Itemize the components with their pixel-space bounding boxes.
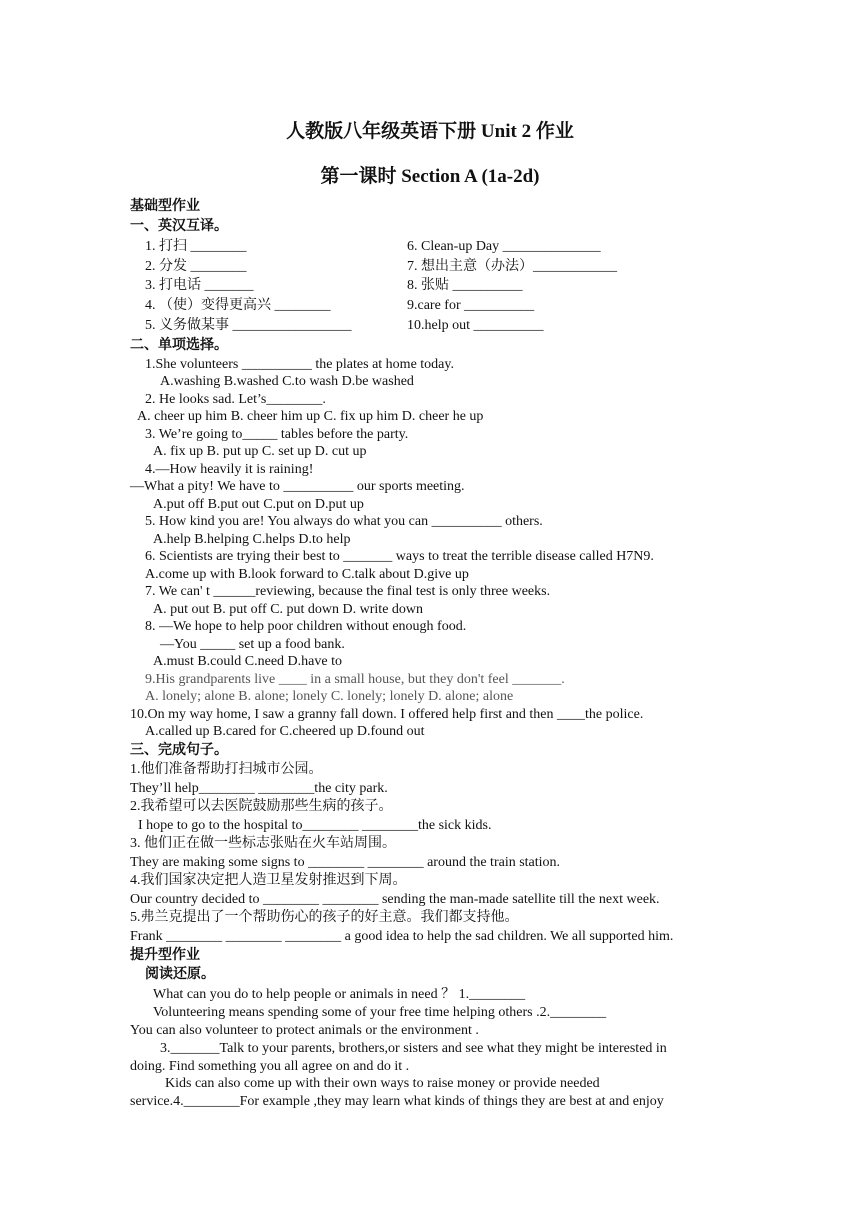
options-line: A.called up B.cared for C.cheered up D.found out [145, 724, 425, 739]
part1-item: 10.help out __________ [407, 318, 544, 333]
reading-line: You can also volunteer to protect animals or the environment . [130, 1023, 479, 1038]
part1-item: 2. 分发 ________ [145, 259, 247, 274]
part1-heading: 一、英汉互译。 [130, 219, 228, 234]
question-line: 1.She volunteers __________ the plates at home today. [145, 357, 454, 372]
reading-heading: 阅读还原。 [145, 967, 215, 982]
options-line: A. fix up B. put up C. set up D. cut up [153, 444, 367, 459]
question-line: 7. We can' t ______reviewing, because the final test is only three weeks. [145, 584, 551, 599]
part1-item: 6. Clean-up Day ______________ [407, 239, 601, 254]
basic-homework-heading: 基础型作业 [130, 199, 200, 214]
english-sentence: I hope to go to the hospital to________ ________the sick kids. [138, 818, 492, 833]
chinese-prompt: 4.我们国家决定把人造卫星发射推迟到下周。 [130, 873, 407, 888]
part1-item: 8. 张贴 __________ [407, 278, 523, 293]
options-line: A.washing B.washed C.to wash D.be washed [160, 374, 414, 389]
page-subtitle: 第一课时 Section A (1a-2d) [320, 166, 540, 187]
reading-line: 3._______Talk to your parents, brothers,or sisters and see what they might be interested in [160, 1041, 667, 1056]
english-sentence: They are making some signs to ________ ________ around the train station. [130, 855, 561, 870]
reading-line: doing. Find something you all agree on and do it . [130, 1059, 410, 1074]
options-line: A.help B.helping C.helps D.to help [153, 532, 351, 547]
reading-line: Kids can also come up with their own ways to raise money or provide needed [165, 1076, 600, 1091]
options-line: A.put off B.put out C.put on D.put up [153, 497, 364, 512]
question-line: 9.His grandparents live ____ in a small house, but they don't feel _______. [145, 672, 565, 687]
part1-item: 3. 打电话 _______ [145, 278, 254, 293]
question-line: —You _____ set up a food bank. [160, 637, 345, 652]
part1-item: 4. （使）变得更高兴 ________ [145, 298, 331, 313]
part1-item: 9.care for __________ [407, 298, 535, 313]
options-line: A.must B.could C.need D.have to [153, 654, 342, 669]
chinese-prompt: 5.弗兰克提出了一个帮助伤心的孩子的好主意。我们都支持他。 [130, 910, 519, 925]
question-line: 6. Scientists are trying their best to _______ ways to treat the terrible disease called H7N9. [145, 549, 654, 564]
part2-heading: 二、单项选择。 [130, 338, 228, 353]
reading-line: service.4.________For example ,they may learn what kinds of things they are best at and enjoy [130, 1094, 664, 1109]
question-line: 2. He looks sad. Let’s________. [145, 392, 326, 407]
advanced-homework-heading: 提升型作业 [130, 948, 200, 963]
chinese-prompt: 3. 他们正在做一些标志张贴在火车站周围。 [130, 836, 396, 851]
question-line: 10.On my way home, I saw a granny fall down. I offered help first and then ____the police. [130, 707, 644, 722]
options-line: A. cheer up him B. cheer him up C. fix up him D. cheer he up [137, 409, 484, 424]
chinese-prompt: 2.我希望可以去医院鼓励那些生病的孩子。 [130, 799, 393, 814]
part3-heading: 三、完成句子。 [130, 743, 228, 758]
page-title: 人教版八年级英语下册 Unit 2 作业 [286, 121, 574, 142]
options-line: A. lonely; alone B. alone; lonely C. lonely; lonely D. alone; alone [145, 689, 514, 704]
english-sentence: They’ll help________ ________the city park. [130, 781, 388, 796]
question-line: 8. —We hope to help poor children without enough food. [145, 619, 467, 634]
question-line: 3. We’re going to_____ tables before the party. [145, 427, 409, 442]
options-line: A. put out B. put off C. put down D. write down [153, 602, 424, 617]
question-line: 4.—How heavily it is raining! [145, 462, 314, 477]
chinese-prompt: 1.他们准备帮助打扫城市公园。 [130, 762, 323, 777]
question-line: 5. How kind you are! You always do what you can __________ others. [145, 514, 543, 529]
part1-item: 1. 打扫 ________ [145, 239, 247, 254]
english-sentence: Our country decided to ________ ________ sending the man-made satellite till the next week. [130, 892, 660, 907]
reading-line: What can you do to help people or animals in need ？ 1.________ [153, 987, 526, 1002]
reading-line: Volunteering means spending some of your free time helping others .2.________ [153, 1005, 607, 1020]
english-sentence: Frank ________ ________ ________ a good idea to help the sad children. We all supported him. [130, 929, 674, 944]
question-line: —What a pity! We have to __________ our sports meeting. [130, 479, 465, 494]
options-line: A.come up with B.look forward to C.talk about D.give up [145, 567, 469, 582]
part1-item: 5. 义务做某事 _________________ [145, 318, 352, 333]
part1-item: 7. 想出主意（办法）____________ [407, 259, 617, 274]
